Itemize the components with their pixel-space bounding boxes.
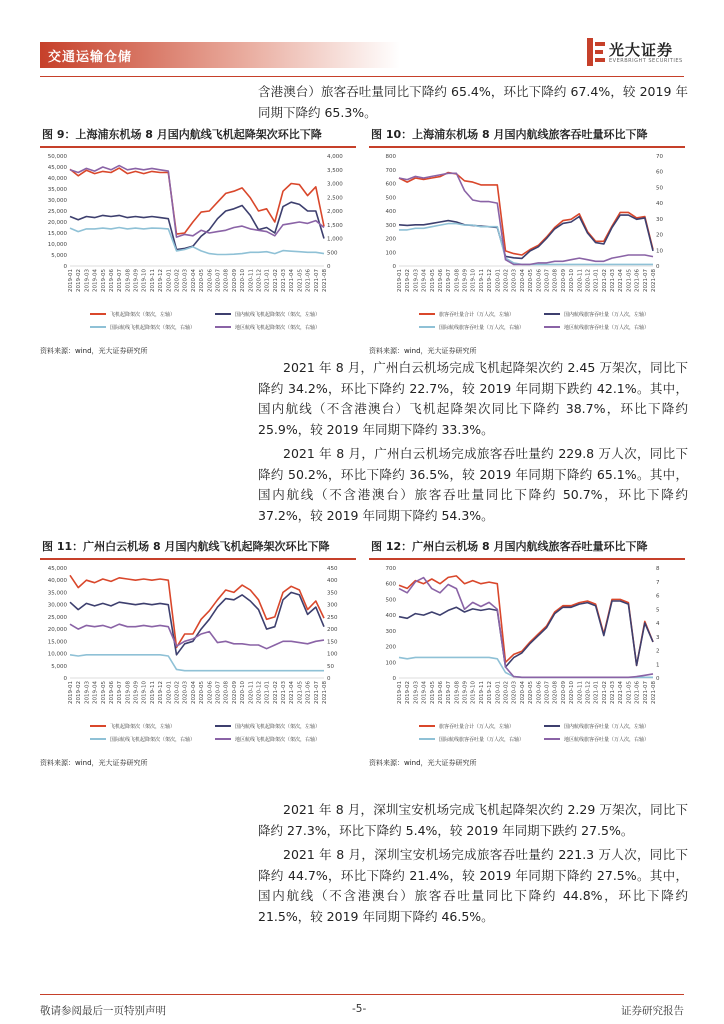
x-tick-label: 2019-05 [429,269,436,292]
x-tick-label: 2019-11 [149,269,156,292]
legend-label: 地区航线旅客吞吐量（万人次，右轴） [564,737,650,743]
x-tick-label: 2019-08 [454,681,461,704]
x-tick-label: 2019-12 [158,681,165,704]
x-tick-label: 2020-09 [231,681,238,704]
y-right-tick-label: 150 [327,639,338,646]
y-right-tick-label: 2,000 [327,209,343,215]
x-tick-label: 2020-06 [536,681,543,704]
y-right-tick-label: 20 [656,232,663,239]
y-left-tick-label: 35,000 [47,590,67,597]
x-tick-label: 2021-03 [281,269,288,292]
x-tick-label: 2020-05 [528,681,535,704]
x-tick-label: 2021-01 [593,681,600,704]
paragraph-block-1 [258,82,688,127]
y-right-tick-label: 0 [327,264,331,270]
y-left-tick-label: 500 [385,597,396,604]
x-tick-label: 2019-12 [158,269,165,292]
y-left-tick-label: 300 [385,628,396,635]
x-tick-label: 2019-09 [462,681,469,704]
x-tick-label: 2020-09 [231,269,238,292]
x-tick-label: 2019-02 [76,681,83,704]
x-tick-label: 2019-11 [478,681,485,704]
x-tick-label: 2019-02 [405,681,412,704]
x-tick-label: 2020-11 [248,681,255,704]
x-tick-label: 2020-02 [174,681,181,704]
x-tick-label: 2020-07 [544,269,551,292]
source-note: 资料来源：wind，光大证券研究所 [40,347,148,355]
x-tick-label: 2021-02 [272,681,279,704]
x-tick-label: 2019-06 [108,681,115,704]
x-tick-label: 2021-01 [264,681,271,704]
chart-svg [40,560,356,756]
header-rule [40,76,684,77]
y-left-tick-label: 40,000 [47,578,67,585]
x-tick-label: 2021-03 [610,269,617,292]
x-tick-label: 2021-07 [642,269,649,292]
x-tick-label: 2020-02 [503,681,510,704]
x-tick-label: 2019-08 [125,681,132,704]
x-tick-label: 2020-05 [199,681,206,704]
x-tick-label: 2020-08 [223,681,230,704]
x-tick-label: 2019-04 [421,681,428,704]
paragraph: 2021 年 8 月，广州白云机场完成旅客吞吐量约 229.8 万人次，同比下降约 50.2%，环比下降约 36.5%，较 2019 年同期下降约 65.1%。其中，国内航线（不含港澳台）旅客吞吐量同比下降约 50.7%，环比下降约 37.2%，较 2019 年同期下降约 54.3%。 [258,446,688,523]
paragraph: 2021 年 8 月，广州白云机场完成飞机起降架次约 2.45 万架次，同比下降约 34.2%，环比下降约 22.7%，较 2019 年同期下跌约 42.1%。其中，国内航线（不含港澳台）飞机起降架次同比下降约 38.7%，环比下降约 25.9%，较 2019 年同期下降约 33.3%。 [258,360,688,437]
y-right-tick-label: 60 [656,169,663,176]
x-tick-label: 2020-06 [207,681,214,704]
legend-label: 国内航线旅客吞吐量（万人次，左轴） [564,312,650,318]
y-right-tick-label: 200 [327,627,338,634]
y-right-tick-label: 250 [327,614,338,621]
x-tick-label: 2019-05 [100,681,107,704]
y-left-tick-label: 100 [385,660,396,667]
series-line [399,576,653,666]
paragraph-block-2 [258,358,688,530]
logo-mark-icon [587,38,605,66]
y-right-tick-label: 10 [656,248,663,255]
x-tick-label: 2019-08 [454,269,461,292]
x-tick-label: 2019-07 [446,681,453,704]
figure-title: 图 11：广州白云机场 8 月国内航线飞机起降架次环比下降 [40,536,356,560]
y-left-tick-label: 25,000 [47,614,67,621]
figure-title: 图 10：上海浦东机场 8 月国内航线旅客吞吐量环比下降 [369,124,685,148]
x-tick-label: 2019-04 [92,681,99,704]
x-tick-label: 2021-02 [601,681,608,704]
y-left-tick-label: 10,000 [47,242,67,248]
y-right-tick-label: 70 [656,154,663,160]
section-band [40,42,400,68]
x-tick-label: 2021-06 [305,681,312,704]
x-tick-label: 2020-02 [174,269,181,292]
x-tick-label: 2021-05 [297,269,304,292]
y-right-tick-label: 1,000 [327,236,343,243]
x-tick-label: 2020-12 [256,269,263,292]
legend-label: 国际航线飞机起降架次（架次，右轴） [110,325,196,331]
y-right-tick-label: 50 [656,185,663,192]
x-tick-label: 2020-03 [182,681,189,704]
y-left-tick-label: 100 [385,250,396,257]
x-tick-label: 2021-04 [289,269,296,292]
logo-text: 光大证券 [609,41,674,59]
y-left-tick-label: 10,000 [47,651,67,658]
series-line [399,173,653,264]
legend-label: 国内航线旅客吞吐量（万人次，左轴） [564,724,650,730]
y-right-tick-label: 0 [656,264,660,270]
x-tick-label: 2021-07 [313,269,320,292]
y-left-tick-label: 40,000 [47,176,67,182]
y-left-tick-label: 0 [392,264,396,270]
x-tick-label: 2020-01 [495,269,502,292]
y-right-tick-label: 500 [327,250,338,257]
paragraph: 含港澳台）旅客吞吐量同比下降约 65.4%，环比下降约 67.4%，较 2019 年同期下降约 65.3%。 [258,84,688,120]
y-left-tick-label: 30,000 [47,602,67,609]
legend-label: 旅客吞吐量合计（万人次，左轴） [439,724,515,730]
y-left-tick-label: 600 [385,581,396,588]
y-left-tick-label: 700 [385,566,396,572]
x-tick-label: 2019-09 [462,269,469,292]
x-tick-label: 2019-02 [405,269,412,292]
x-tick-label: 2019-04 [421,269,428,292]
footer-disclaimer: 敬请参阅最后一页特别声明 [40,1005,166,1017]
y-right-tick-label: 50 [327,663,334,670]
x-tick-label: 2019-01 [397,269,403,292]
figure-title: 图 9：上海浦东机场 8 月国内航线飞机起降架次环比下降 [40,124,356,148]
figure-11 [40,536,356,768]
x-tick-label: 2020-03 [182,269,189,292]
x-tick-label: 2020-12 [585,681,592,704]
figure-10 [369,124,685,356]
x-tick-label: 2019-01 [68,269,74,292]
x-tick-label: 2021-08 [322,269,328,292]
x-tick-label: 2020-03 [511,681,518,704]
x-tick-label: 2021-04 [618,269,625,292]
y-left-tick-label: 300 [385,222,396,229]
x-tick-label: 2021-03 [281,681,288,704]
y-left-tick-label: 35,000 [47,187,67,193]
x-tick-label: 2020-01 [166,681,173,704]
x-tick-label: 2021-01 [264,269,271,292]
y-left-tick-label: 45,000 [47,566,67,572]
legend-label: 国际航线旅客吞吐量（万人次，右轴） [439,737,525,743]
x-tick-label: 2020-08 [223,269,230,292]
legend-label: 飞机起降架次（架次，左轴） [110,724,176,730]
y-left-tick-label: 200 [385,236,396,243]
x-tick-label: 2020-12 [256,681,263,704]
x-tick-label: 2020-04 [190,269,197,292]
x-tick-label: 2021-02 [601,269,608,292]
y-left-tick-label: 200 [385,644,396,651]
y-right-tick-label: 100 [327,651,338,658]
x-tick-label: 2019-02 [76,269,83,292]
legend-label: 地区航线旅客吞吐量（万人次，右轴） [564,325,650,331]
x-tick-label: 2021-04 [289,681,296,704]
y-left-tick-label: 400 [385,613,396,620]
x-tick-label: 2021-04 [618,681,625,704]
y-right-tick-label: 2,500 [327,195,343,202]
y-left-tick-label: 600 [385,181,396,188]
x-tick-label: 2020-04 [519,681,526,704]
x-tick-label: 2021-06 [305,269,312,292]
x-tick-label: 2020-05 [199,269,206,292]
source-note: 资料来源：wind，光大证券研究所 [369,347,477,355]
x-tick-label: 2019-03 [413,269,420,292]
x-tick-label: 2019-07 [117,681,124,704]
x-tick-label: 2019-11 [149,681,156,704]
series-line [70,655,324,671]
series-line [399,657,653,677]
x-tick-label: 2020-11 [577,269,584,292]
paragraph-block-3 [258,800,688,931]
x-tick-label: 2019-10 [141,269,148,292]
y-right-tick-label: 5 [656,607,660,614]
x-tick-label: 2020-10 [240,681,247,704]
y-left-tick-label: 15,000 [47,231,67,237]
y-right-tick-label: 40 [656,201,663,208]
x-tick-label: 2019-03 [84,269,91,292]
x-tick-label: 2019-03 [413,681,420,704]
y-right-tick-label: 3 [656,634,660,641]
x-tick-label: 2021-08 [322,681,328,704]
x-tick-label: 2020-07 [544,681,551,704]
x-tick-label: 2021-01 [593,269,600,292]
figure-9 [40,124,356,356]
y-left-tick-label: 15,000 [47,639,67,646]
x-tick-label: 2020-09 [560,269,567,292]
figure-title: 图 12：广州白云机场 8 月国内航线旅客吞吐量环比下降 [369,536,685,560]
x-tick-label: 2020-04 [190,681,197,704]
chart-svg [369,148,685,344]
x-tick-label: 2019-09 [133,681,140,704]
x-tick-label: 2019-10 [470,681,477,704]
x-tick-label: 2019-01 [397,681,403,704]
y-right-tick-label: 4 [656,621,660,627]
x-tick-label: 2020-02 [503,269,510,292]
series-line [399,578,653,678]
y-right-tick-label: 6 [656,593,660,600]
x-tick-label: 2019-04 [92,269,99,292]
x-tick-label: 2021-03 [610,681,617,704]
x-tick-label: 2019-09 [133,269,140,292]
source-note: 资料来源：wind，光大证券研究所 [40,759,148,767]
y-right-tick-label: 7 [656,579,660,586]
series-line [399,173,653,256]
x-tick-label: 2020-11 [248,269,255,292]
y-left-tick-label: 20,000 [47,220,67,226]
x-tick-label: 2020-10 [240,269,247,292]
y-right-tick-label: 300 [327,602,338,609]
legend-label: 国际航线旅客吞吐量（万人次，右轴） [439,325,525,331]
y-right-tick-label: 350 [327,590,338,597]
x-tick-label: 2019-06 [437,269,444,292]
footer-report-type: 证券研究报告 [621,1005,684,1017]
y-left-tick-label: 45,000 [47,165,67,171]
series-line [70,166,324,238]
x-tick-label: 2019-06 [108,269,115,292]
x-tick-label: 2020-06 [536,269,543,292]
x-tick-label: 2021-07 [642,681,649,704]
y-left-tick-label: 50,000 [47,154,67,160]
x-tick-label: 2019-05 [100,269,107,292]
x-tick-label: 2020-07 [215,269,222,292]
page-footer [40,994,684,1024]
x-tick-label: 2019-12 [487,681,494,704]
y-right-tick-label: 0 [656,676,660,682]
y-right-tick-label: 8 [656,566,660,572]
y-left-tick-label: 5,000 [51,253,67,259]
x-tick-label: 2019-07 [117,269,124,292]
x-tick-label: 2020-12 [585,269,592,292]
chart-svg [369,560,685,756]
paragraph: 2021 年 8 月，深圳宝安机场完成旅客吞吐量约 221.3 万人次，同比下降约 44.7%，环比下降约 21.4%，较 2019 年同期下降约 27.5%。其中，国内航线（不含港澳台）旅客吞吐量同比下降约 44.8%，环比下降约 21.5%，较 2019 年同期下降约 46.5%。 [258,847,688,924]
x-tick-label: 2019-05 [429,681,436,704]
x-tick-label: 2020-03 [511,269,518,292]
page-number: -5- [352,1003,367,1015]
brand-logo [587,38,687,68]
section-label: 交通运输仓储 [48,50,133,65]
paragraph: 2021 年 8 月，深圳宝安机场完成飞机起降架次约 2.29 万架次，同比下降约 27.3%，环比下降约 5.4%，较 2019 年同期下跌约 27.5%。 [258,802,688,838]
y-left-tick-label: 500 [385,195,396,202]
x-tick-label: 2021-02 [272,269,279,292]
x-tick-label: 2021-06 [634,681,641,704]
y-right-tick-label: 1 [656,662,660,669]
x-tick-label: 2019-07 [446,269,453,292]
x-tick-label: 2019-06 [437,681,444,704]
x-tick-label: 2020-05 [528,269,535,292]
chart-svg [40,148,356,344]
y-left-tick-label: 0 [63,676,67,682]
x-tick-label: 2021-05 [297,681,304,704]
y-right-tick-label: 4,000 [327,154,343,160]
x-tick-label: 2019-10 [141,681,148,704]
footer-rule [40,994,684,995]
series-line [70,202,324,249]
x-tick-label: 2019-01 [68,681,74,704]
x-tick-label: 2019-10 [470,269,477,292]
y-left-tick-label: 400 [385,209,396,215]
x-tick-label: 2020-10 [569,269,576,292]
x-tick-label: 2021-06 [634,269,641,292]
y-right-tick-label: 3,000 [327,181,343,188]
y-right-tick-label: 2 [656,648,660,655]
y-right-tick-label: 0 [327,676,331,682]
y-left-tick-label: 0 [392,676,396,682]
x-tick-label: 2020-11 [577,681,584,704]
figure-12 [369,536,685,768]
x-tick-label: 2019-03 [84,681,91,704]
y-left-tick-label: 30,000 [47,198,67,204]
y-right-tick-label: 450 [327,566,338,572]
y-right-tick-label: 400 [327,578,338,585]
legend-label: 飞机起降架次（架次，左轴） [110,312,176,318]
x-tick-label: 2021-05 [626,681,633,704]
x-tick-label: 2020-08 [552,269,559,292]
x-tick-label: 2020-08 [552,681,559,704]
source-note: 资料来源：wind，光大证券研究所 [369,759,477,767]
x-tick-label: 2020-10 [569,681,576,704]
legend-label: 国内航线飞机起降架次（架次，左轴） [235,724,321,730]
x-tick-label: 2021-08 [651,269,657,292]
y-left-tick-label: 800 [385,154,396,160]
legend-label: 国内航线飞机起降架次（架次，左轴） [235,312,321,318]
x-tick-label: 2021-05 [626,269,633,292]
x-tick-label: 2020-07 [215,681,222,704]
legend-label: 地区航线飞机起降架次（架次，右轴） [235,325,321,331]
series-line [70,592,324,654]
y-right-tick-label: 30 [656,216,663,223]
x-tick-label: 2020-04 [519,269,526,292]
y-left-tick-label: 5,000 [51,663,67,670]
x-tick-label: 2021-07 [313,681,320,704]
x-tick-label: 2020-01 [166,269,173,292]
y-left-tick-label: 20,000 [47,627,67,634]
x-tick-label: 2019-11 [478,269,485,292]
x-tick-label: 2020-06 [207,269,214,292]
legend-label: 旅客吞吐量合计（万人次，左轴） [439,312,515,318]
y-left-tick-label: 700 [385,167,396,174]
x-tick-label: 2021-08 [651,681,657,704]
y-left-tick-label: 25,000 [47,209,67,215]
y-right-tick-label: 3,500 [327,167,343,174]
legend-label: 地区航线飞机起降架次（架次，右轴） [235,737,321,743]
legend-label: 国际航线飞机起降架次（架次，右轴） [110,737,196,743]
y-left-tick-label: 0 [63,264,67,270]
x-tick-label: 2020-09 [560,681,567,704]
x-tick-label: 2019-12 [487,269,494,292]
y-right-tick-label: 1,500 [327,222,343,229]
x-tick-label: 2019-08 [125,269,132,292]
logo-subtext: EVERBRIGHT SECURITIES [609,58,683,64]
x-tick-label: 2020-01 [495,681,502,704]
